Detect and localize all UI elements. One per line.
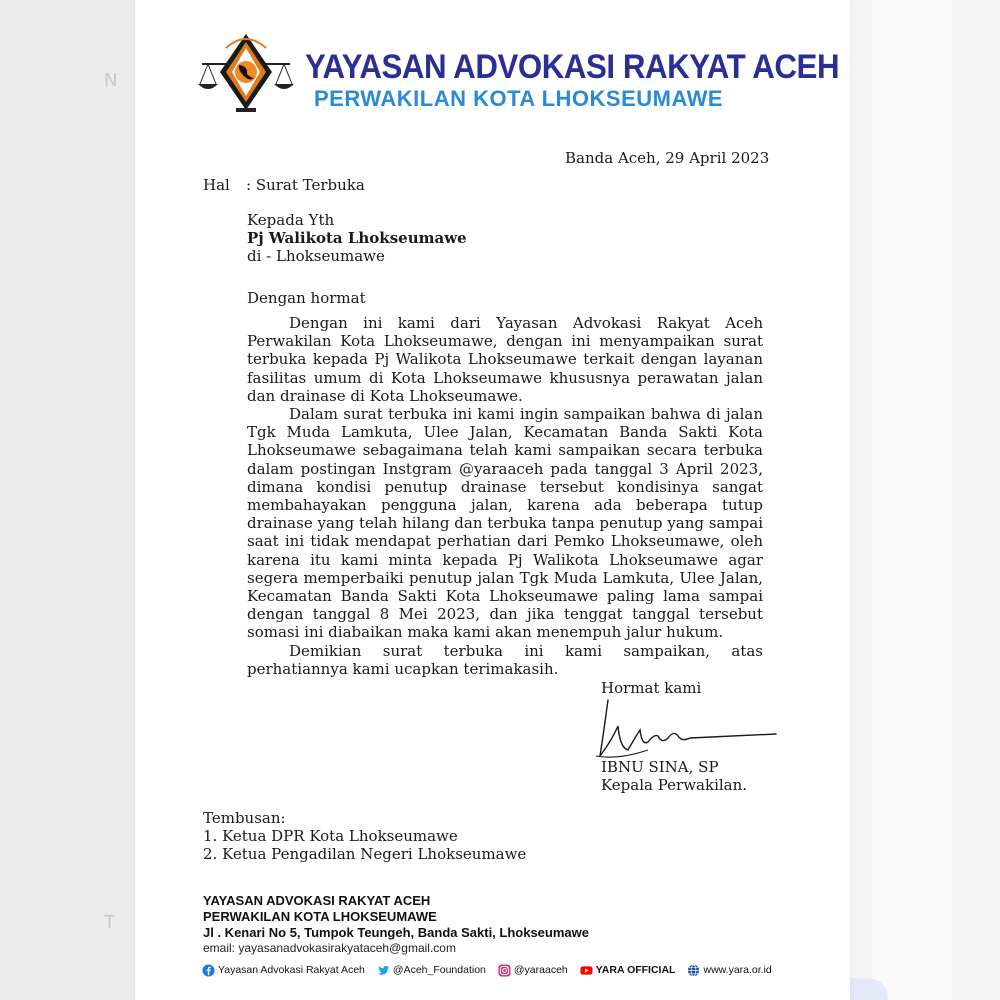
social-twitter[interactable]	[377, 964, 486, 977]
footer-email: email: yayasanadvokasirakyataceh@gmail.com	[203, 941, 456, 955]
social-label: Yayasan Advokasi Rakyat Aceh	[218, 964, 365, 976]
greeting: Dengan hormat	[247, 289, 366, 307]
footer-address: Jl . Kenari No 5, Tumpok Teungeh, Banda Sakti, Lhokseumawe	[203, 925, 589, 940]
cc-item: 2. Ketua Pengadilan Negeri Lhokseumawe	[203, 845, 527, 863]
organization-name: YAYASAN ADVOKASI RAKYAT ACEH	[305, 48, 840, 86]
organization-branch: PERWAKILAN KOTA LHOKSEUMAWE	[314, 86, 724, 111]
background-ghost-text: T	[104, 912, 115, 933]
globe-icon	[687, 964, 700, 977]
footer-org-name: YAYASAN ADVOKASI RAKYAT ACEH	[203, 893, 431, 908]
background-left	[0, 0, 140, 1000]
instagram-icon	[498, 964, 511, 977]
closing: Hormat kami	[601, 679, 702, 697]
social-youtube[interactable]	[580, 964, 676, 977]
subject-value: : Surat Terbuka	[246, 176, 365, 194]
social-instagram[interactable]	[498, 964, 568, 977]
subject-label: Hal	[203, 176, 230, 194]
addressee-salutation: Kepada Yth	[247, 211, 335, 229]
youtube-icon	[580, 964, 593, 977]
background-ghost-text: N	[104, 70, 118, 91]
twitter-icon	[377, 964, 390, 977]
signer-title: Kepala Perwakilan.	[601, 776, 748, 794]
social-label: @Aceh_Foundation	[392, 964, 486, 976]
body-paragraph: Dengan ini kami dari Yayasan Advokasi Rakyat Aceh Perwakilan Kota Lhokseumawe, dengan ini menyampaikan surat terbuka kepada Pj Walikota Lhokseumawe terkait dengan layanan fasilitas umum di Kota Lhokseumawe khususnya perawatan jalan dan drainase di Kota Lhokseumawe.	[247, 314, 763, 405]
body-paragraph: Dalam surat terbuka ini kami ingin sampaikan bahwa di jalan Tgk Muda Lamkuta, Ulee Jalan, Kecamatan Banda Sakti Kota Lhokseumawe sebagaimana telah kami sampaikan secara terbuka dalam postingan Instgram @yaraaceh pada tanggal 3 April 2023, dimana kondisi penutup drainase tersebut kondisinya sangat membahayakan pengguna jalan, karena ada beberapa tutup drainase yang telah hilang dan terbuka tanpa penutup yang sampai saat ini tidak mendapat perhatian dari Pemko Lhokseumawe, oleh karena itu kami minta kepada Pj Walikota Lhokseumawe agar segera memperbaiki penutup jalan Tgk Muda Lamkuta, Ulee Jalan, Kecamatan Banda Sakti Kota Lhokseumawe paling lama sampai dengan tanggal 8 Mei 2023, dan jika tenggat tanggal tersebut somasi ini diabaikan maka kami akan menempuh jalur hukum.	[247, 405, 763, 642]
social-label: @yaraaceh	[513, 964, 568, 976]
social-website[interactable]	[687, 964, 771, 977]
signer-name: IBNU SINA, SP	[601, 758, 719, 776]
body-paragraph: Demikian surat terbuka ini kami sampaikan, atas perhatiannya kami ucapkan terimakasih.	[247, 641, 763, 678]
addressee-place: di - Lhokseumawe	[247, 247, 385, 265]
facebook-icon	[202, 964, 215, 977]
letter-date: Banda Aceh, 29 April 2023	[565, 149, 770, 167]
social-label: YARA OFFICIAL	[595, 964, 676, 976]
organization-logo	[196, 28, 296, 116]
social-label: www.yara.or.id	[703, 964, 772, 976]
addressee-name: Pj Walikota Lhokseumawe	[247, 229, 467, 247]
background-right-strip	[872, 0, 952, 1000]
cc-title: Tembusan:	[203, 809, 286, 827]
footer-branch: PERWAKILAN KOTA LHOKSEUMAWE	[203, 909, 437, 924]
letter-body	[247, 314, 763, 678]
cc-item: 1. Ketua DPR Kota Lhokseumawe	[203, 827, 458, 845]
social-facebook[interactable]	[202, 964, 365, 977]
handwritten-signature	[578, 690, 783, 768]
footer-socials	[202, 961, 772, 979]
